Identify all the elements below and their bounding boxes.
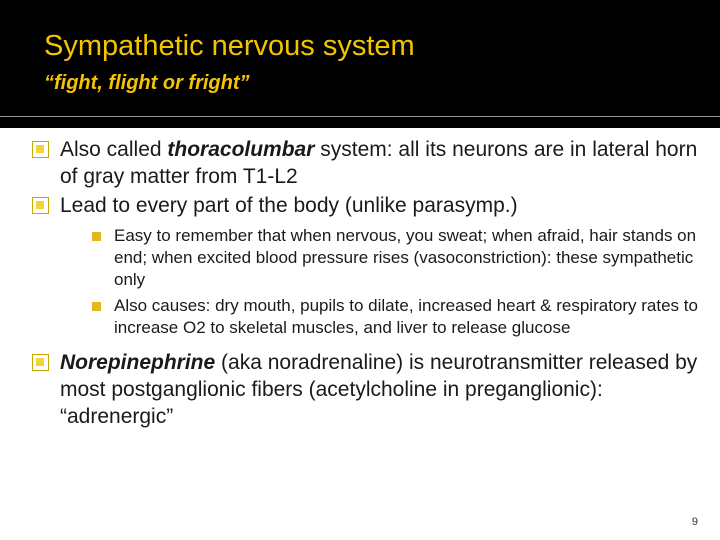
small-square-bullet-icon [92,232,101,241]
square-bullet-icon [32,354,49,371]
slide-header [0,0,720,118]
sub-bullet-text: Easy to remember that when nervous, you sweat; when afraid, hair stands on end; when excited blood pressure rises (vasoconstriction): these sympathetic only [114,226,697,289]
square-bullet-icon [32,141,49,158]
sub-bullet-remember [84,225,702,291]
bullet-emphasis: thoracolumbar [167,138,315,161]
slide-title: Sympathetic nervous system [44,30,415,62]
bullet-thoracolumbar [32,136,702,190]
header-divider [0,116,720,117]
sub-bullet-list [84,225,702,339]
page-number: 9 [691,516,698,528]
slide-subtitle: “fight, flight or fright” [44,72,250,94]
bullet-text-prefix: Also called [60,138,168,161]
bullet-norepinephrine [32,349,702,430]
bullet-text: Lead to every part of the body (unlike parasymp.) [60,194,518,217]
bullet-text-suffix: (aka noradrenaline) is neurotransmitter released by most postganglionic fibers (acetylcholine in preganglionic): “adrenergic” [60,351,698,428]
small-square-bullet-icon [92,302,101,311]
header-band [0,118,720,128]
slide-body [32,136,702,432]
bullet-lead-everywhere [32,192,702,219]
square-bullet-icon [32,197,49,214]
bullet-emphasis: Norepinephrine [60,351,216,374]
sub-bullet-text: Also causes: dry mouth, pupils to dilate, increased heart & respiratory rates to increase O2 to skeletal muscles, and liver to release glucose [114,296,698,337]
bullet-text-suffix: system: all its neurons are in lateral horn of gray matter from T1-L2 [60,138,698,188]
sub-bullet-causes [84,295,702,339]
